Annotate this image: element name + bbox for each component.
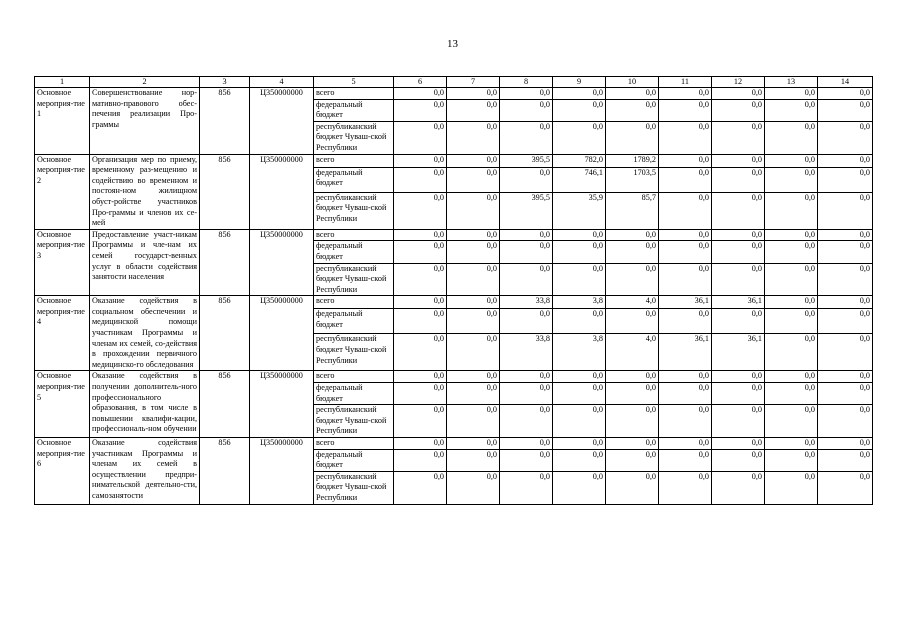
value-cell: 0,0 [659, 88, 712, 100]
value-cell: 0,0 [553, 309, 606, 334]
funding-source: всего [314, 371, 394, 383]
value-cell: 0,0 [394, 296, 447, 309]
value-cell: 0,0 [765, 405, 818, 438]
value-cell: 1789,2 [606, 154, 659, 167]
value-cell: 0,0 [553, 88, 606, 100]
value-cell: 0,0 [606, 449, 659, 471]
value-cell: 0,0 [712, 241, 765, 263]
target-code: Ц350000000 [250, 229, 314, 296]
value-cell: 0,0 [553, 449, 606, 471]
value-cell: 0,0 [712, 154, 765, 167]
value-cell: 0,0 [553, 371, 606, 383]
table-row [35, 154, 873, 167]
funding-source: федеральный бюджет [314, 309, 394, 334]
funding-source: всего [314, 438, 394, 450]
header-cell: 4 [250, 77, 314, 88]
measure-name: Основное мероприя-тие 5 [35, 371, 90, 438]
grbs-code: 856 [200, 371, 250, 438]
grbs-code: 856 [200, 229, 250, 296]
value-cell: 0,0 [394, 167, 447, 192]
value-cell: 0,0 [712, 405, 765, 438]
value-cell: 0,0 [659, 192, 712, 229]
value-cell: 0,0 [553, 405, 606, 438]
value-cell: 0,0 [765, 229, 818, 241]
value-cell: 0,0 [500, 471, 553, 504]
value-cell: 0,0 [818, 167, 873, 192]
value-cell: 0,0 [765, 167, 818, 192]
measure-description: Оказание содействия участникам Программы и членам их семей в осуществлении предпри-нимательской деятельно-сти, самозанятости [90, 438, 200, 505]
value-cell: 0,0 [447, 334, 500, 371]
value-cell: 36,1 [659, 296, 712, 309]
value-cell: 0,0 [765, 309, 818, 334]
table-row [35, 296, 873, 309]
value-cell: 0,0 [818, 229, 873, 241]
value-cell: 0,0 [394, 371, 447, 383]
value-cell: 0,0 [765, 154, 818, 167]
value-cell: 36,1 [712, 296, 765, 309]
value-cell: 0,0 [500, 438, 553, 450]
value-cell: 0,0 [818, 471, 873, 504]
value-cell: 0,0 [712, 88, 765, 100]
value-cell: 0,0 [500, 167, 553, 192]
table-row [35, 229, 873, 241]
value-cell: 0,0 [712, 263, 765, 296]
value-cell: 0,0 [659, 383, 712, 405]
funding-source: республиканский бюджет Чуваш-ской Республики [314, 471, 394, 504]
measure-name: Основное мероприя-тие 6 [35, 438, 90, 505]
header-cell: 12 [712, 77, 765, 88]
value-cell: 0,0 [500, 241, 553, 263]
value-cell: 0,0 [712, 371, 765, 383]
value-cell: 0,0 [818, 438, 873, 450]
value-cell: 0,0 [500, 449, 553, 471]
value-cell: 0,0 [553, 263, 606, 296]
value-cell: 0,0 [818, 121, 873, 154]
funding-source: всего [314, 88, 394, 100]
value-cell: 0,0 [447, 309, 500, 334]
value-cell: 85,7 [606, 192, 659, 229]
value-cell: 0,0 [606, 99, 659, 121]
value-cell: 0,0 [447, 154, 500, 167]
header-cell: 10 [606, 77, 659, 88]
budget-table [34, 76, 873, 505]
measure-description: Предоставление участ-никам Программы и чле-нам их семей государст-венных услуг в области содействия занятости населения [90, 229, 200, 296]
header-cell: 2 [90, 77, 200, 88]
value-cell: 0,0 [712, 99, 765, 121]
value-cell: 782,0 [553, 154, 606, 167]
value-cell: 0,0 [765, 121, 818, 154]
value-cell: 395,5 [500, 154, 553, 167]
funding-source: федеральный бюджет [314, 167, 394, 192]
value-cell: 0,0 [765, 296, 818, 309]
value-cell: 0,0 [500, 263, 553, 296]
value-cell: 0,0 [606, 371, 659, 383]
value-cell: 0,0 [659, 99, 712, 121]
funding-source: республиканский бюджет Чуваш-ской Республики [314, 405, 394, 438]
value-cell: 0,0 [394, 405, 447, 438]
value-cell: 3,8 [553, 296, 606, 309]
value-cell: 0,0 [818, 192, 873, 229]
value-cell: 0,0 [606, 241, 659, 263]
measure-name: Основное мероприя-тие 2 [35, 154, 90, 229]
value-cell: 0,0 [606, 121, 659, 154]
value-cell: 0,0 [765, 99, 818, 121]
value-cell: 0,0 [818, 88, 873, 100]
value-cell: 0,0 [818, 371, 873, 383]
target-code: Ц350000000 [250, 88, 314, 155]
header-cell: 11 [659, 77, 712, 88]
value-cell: 0,0 [712, 309, 765, 334]
value-cell: 0,0 [659, 121, 712, 154]
target-code: Ц350000000 [250, 296, 314, 371]
value-cell: 0,0 [818, 449, 873, 471]
value-cell: 395,5 [500, 192, 553, 229]
value-cell: 0,0 [765, 383, 818, 405]
funding-source: федеральный бюджет [314, 99, 394, 121]
grbs-code: 856 [200, 296, 250, 371]
value-cell: 0,0 [394, 192, 447, 229]
measure-description: Оказание содействия в получении дополнитель-ного профессионального образования, в том числе в повышении квалифи-кации, профессиональ-ном обучении [90, 371, 200, 438]
value-cell: 0,0 [500, 383, 553, 405]
value-cell: 0,0 [447, 405, 500, 438]
value-cell: 0,0 [712, 229, 765, 241]
value-cell: 3,8 [553, 334, 606, 371]
value-cell: 0,0 [765, 88, 818, 100]
measure-description: Организация мер по приему, временному раз-мещению и содействию во временном и постоян-ном жилищном обуст-ройстве участников Про-граммы и членов их се-мей [90, 154, 200, 229]
header-cell: 7 [447, 77, 500, 88]
grbs-code: 856 [200, 88, 250, 155]
value-cell: 0,0 [659, 263, 712, 296]
value-cell: 0,0 [447, 167, 500, 192]
value-cell: 0,0 [712, 121, 765, 154]
table-row [35, 371, 873, 383]
value-cell: 0,0 [659, 229, 712, 241]
value-cell: 0,0 [818, 263, 873, 296]
value-cell: 0,0 [712, 383, 765, 405]
measure-description: Оказание содействия в социальном обеспечении и медицинской помощи участникам Программы и членам их семей, со-действия в прохождении первичного медицинско-го обследования [90, 296, 200, 371]
value-cell: 0,0 [818, 296, 873, 309]
value-cell: 4,0 [606, 334, 659, 371]
value-cell: 0,0 [553, 471, 606, 504]
value-cell: 0,0 [447, 263, 500, 296]
value-cell: 0,0 [447, 383, 500, 405]
value-cell: 0,0 [712, 471, 765, 504]
value-cell: 0,0 [394, 154, 447, 167]
value-cell: 0,0 [765, 241, 818, 263]
value-cell: 0,0 [553, 99, 606, 121]
header-cell: 1 [35, 77, 90, 88]
header-cell: 14 [818, 77, 873, 88]
value-cell: 0,0 [553, 229, 606, 241]
value-cell: 0,0 [765, 334, 818, 371]
grbs-code: 856 [200, 154, 250, 229]
value-cell: 0,0 [394, 229, 447, 241]
value-cell: 0,0 [500, 229, 553, 241]
value-cell: 0,0 [765, 449, 818, 471]
value-cell: 0,0 [447, 88, 500, 100]
value-cell: 0,0 [394, 471, 447, 504]
value-cell: 0,0 [659, 438, 712, 450]
value-cell: 0,0 [447, 438, 500, 450]
value-cell: 0,0 [659, 449, 712, 471]
funding-source: федеральный бюджет [314, 383, 394, 405]
funding-source: республиканский бюджет Чуваш-ской Республики [314, 263, 394, 296]
value-cell: 0,0 [818, 309, 873, 334]
value-cell: 0,0 [500, 309, 553, 334]
header-cell: 6 [394, 77, 447, 88]
value-cell: 0,0 [394, 88, 447, 100]
table-row [35, 88, 873, 100]
value-cell: 0,0 [606, 88, 659, 100]
funding-source: всего [314, 154, 394, 167]
value-cell: 0,0 [818, 405, 873, 438]
funding-source: республиканский бюджет Чуваш-ской Республики [314, 121, 394, 154]
value-cell: 0,0 [553, 121, 606, 154]
value-cell: 0,0 [659, 241, 712, 263]
value-cell: 0,0 [553, 383, 606, 405]
value-cell: 0,0 [765, 471, 818, 504]
value-cell: 0,0 [606, 309, 659, 334]
header-cell: 13 [765, 77, 818, 88]
measure-description: Совершенствование нор-мативно-правового обес-печения реализации Про-граммы [90, 88, 200, 155]
value-cell: 0,0 [659, 405, 712, 438]
grbs-code: 856 [200, 438, 250, 505]
value-cell: 0,0 [447, 229, 500, 241]
value-cell: 0,0 [394, 449, 447, 471]
value-cell: 0,0 [500, 405, 553, 438]
value-cell: 0,0 [765, 438, 818, 450]
value-cell: 33,8 [500, 334, 553, 371]
header-cell: 8 [500, 77, 553, 88]
value-cell: 0,0 [659, 309, 712, 334]
value-cell: 0,0 [712, 167, 765, 192]
value-cell: 0,0 [765, 263, 818, 296]
target-code: Ц350000000 [250, 371, 314, 438]
value-cell: 35,9 [553, 192, 606, 229]
value-cell: 1703,5 [606, 167, 659, 192]
value-cell: 0,0 [606, 405, 659, 438]
header-cell: 9 [553, 77, 606, 88]
value-cell: 0,0 [606, 383, 659, 405]
value-cell: 0,0 [606, 263, 659, 296]
funding-source: республиканский бюджет Чуваш-ской Республики [314, 334, 394, 371]
value-cell: 0,0 [818, 99, 873, 121]
value-cell: 0,0 [500, 88, 553, 100]
value-cell: 0,0 [394, 241, 447, 263]
value-cell: 0,0 [447, 99, 500, 121]
value-cell: 0,0 [765, 192, 818, 229]
value-cell: 0,0 [500, 99, 553, 121]
value-cell: 0,0 [394, 309, 447, 334]
value-cell: 4,0 [606, 296, 659, 309]
target-code: Ц350000000 [250, 154, 314, 229]
measure-name: Основное мероприя-тие 4 [35, 296, 90, 371]
value-cell: 0,0 [659, 167, 712, 192]
value-cell: 0,0 [394, 334, 447, 371]
value-cell: 0,0 [818, 334, 873, 371]
value-cell: 0,0 [447, 371, 500, 383]
value-cell: 0,0 [712, 192, 765, 229]
value-cell: 0,0 [818, 241, 873, 263]
value-cell: 0,0 [447, 296, 500, 309]
value-cell: 36,1 [712, 334, 765, 371]
value-cell: 0,0 [394, 263, 447, 296]
header-cell: 3 [200, 77, 250, 88]
value-cell: 0,0 [606, 438, 659, 450]
measure-name: Основное мероприя-тие 3 [35, 229, 90, 296]
value-cell: 0,0 [606, 471, 659, 504]
value-cell: 0,0 [818, 154, 873, 167]
value-cell: 0,0 [447, 471, 500, 504]
value-cell: 0,0 [765, 371, 818, 383]
target-code: Ц350000000 [250, 438, 314, 505]
value-cell: 0,0 [447, 121, 500, 154]
value-cell: 0,0 [712, 449, 765, 471]
funding-source: всего [314, 296, 394, 309]
value-cell: 0,0 [447, 241, 500, 263]
funding-source: федеральный бюджет [314, 449, 394, 471]
value-cell: 0,0 [818, 383, 873, 405]
funding-source: всего [314, 229, 394, 241]
page-number: 13 [447, 38, 458, 50]
table-header-row [35, 77, 873, 88]
value-cell: 0,0 [394, 121, 447, 154]
value-cell: 0,0 [394, 383, 447, 405]
value-cell: 0,0 [394, 99, 447, 121]
value-cell: 0,0 [447, 449, 500, 471]
header-cell: 5 [314, 77, 394, 88]
value-cell: 0,0 [447, 192, 500, 229]
value-cell: 0,0 [500, 121, 553, 154]
funding-source: республиканский бюджет Чуваш-ской Республики [314, 192, 394, 229]
value-cell: 0,0 [659, 154, 712, 167]
value-cell: 0,0 [500, 371, 553, 383]
funding-source: федеральный бюджет [314, 241, 394, 263]
value-cell: 0,0 [606, 229, 659, 241]
value-cell: 36,1 [659, 334, 712, 371]
value-cell: 0,0 [712, 438, 765, 450]
value-cell: 0,0 [659, 471, 712, 504]
value-cell: 0,0 [553, 438, 606, 450]
value-cell: 0,0 [553, 241, 606, 263]
value-cell: 0,0 [394, 438, 447, 450]
table-row [35, 438, 873, 450]
value-cell: 0,0 [659, 371, 712, 383]
value-cell: 746,1 [553, 167, 606, 192]
measure-name: Основное мероприя-тие 1 [35, 88, 90, 155]
value-cell: 33,8 [500, 296, 553, 309]
